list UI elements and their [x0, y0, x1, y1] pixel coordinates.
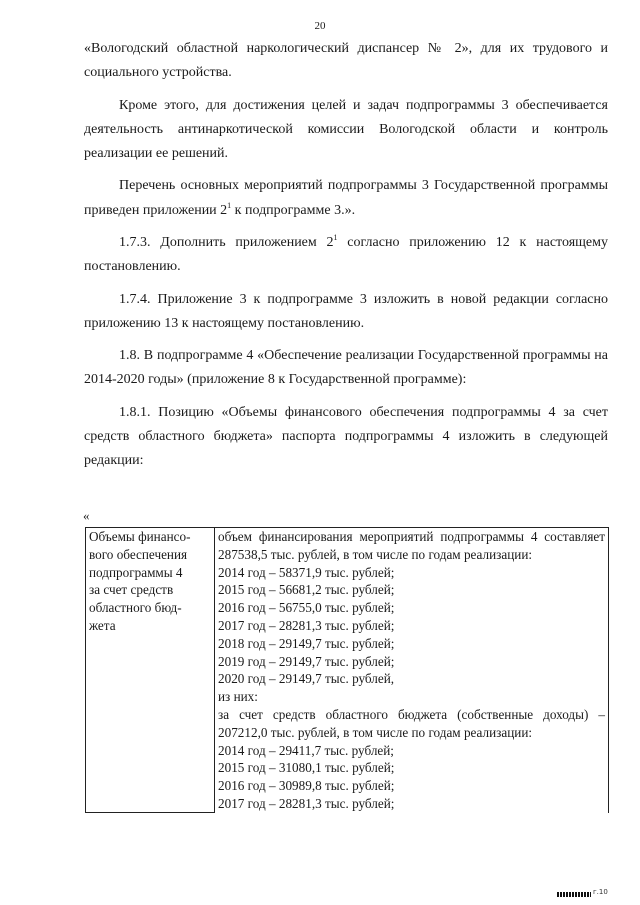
- own-income-year-line: 2014 год – 29411,7 тыс. рублей;: [218, 742, 394, 758]
- barcode-mark: [557, 892, 591, 897]
- paragraph-text: согласно приложению 12 к настоящему постановлению.: [84, 234, 608, 275]
- funding-year-line: 2018 год – 29149,7 тыс. рублей;: [218, 635, 395, 651]
- position-name-line: Объемы финансо-: [89, 529, 191, 544]
- body-text: [84, 37, 608, 482]
- paragraph-1-7-3: [84, 231, 608, 279]
- paragraph-anti-drug-commission: Кроме этого, для достижения целей и задач подпрограммы 3 обеспечивается деятельность антинаркотической комиссии Вологодской области и контроль реализации ее решений.: [84, 97, 608, 161]
- funding-year-line: 2020 год – 29149,7 тыс. рублей,: [218, 671, 395, 687]
- opening-quote-mark: «: [83, 508, 90, 523]
- position-name-line: за счет средств: [89, 582, 174, 598]
- paragraph-1-7-4: 1.7.4. Приложение 3 к подпрограмме 3 изложить в новой редакции согласно приложению 13 к настоящему постановлению.: [84, 291, 608, 331]
- position-name-line: подпрограммы 4: [89, 564, 183, 580]
- paragraph-1-8: 1.8. В подпрограмме 4 «Обеспечение реализации Государственной программы на 2014-2020 годы» (приложение 8 к Государственной программе):: [84, 348, 608, 388]
- position-name-cell: [86, 528, 215, 813]
- funding-value-cell: [215, 528, 609, 813]
- position-name-line: областного бюд-: [89, 600, 182, 616]
- funding-year-line: 2015 год – 56681,2 тыс. рублей;: [218, 582, 395, 598]
- paragraph-continuation: «Вологодский областной наркологический диспансер № 2», для их трудового и социального устройства.: [84, 41, 608, 81]
- table-row: [86, 528, 609, 813]
- own-income-year-line: 2017 год – 28281,3 тыс. рублей;: [218, 795, 395, 811]
- of-them-label: из них:: [218, 689, 258, 705]
- funding-year-line: 2014 год – 58371,9 тыс. рублей;: [218, 564, 395, 580]
- own-income-year-line: 2016 год – 30989,8 тыс. рублей;: [218, 778, 395, 794]
- funding-intro: объем финансирования мероприятий подпрограммы 4 составляет 287538,5 тыс. рублей, в том числе по годам реализации:: [218, 529, 605, 562]
- paragraph-text: 1.7.3. Дополнить приложением 2: [119, 234, 334, 250]
- paragraph-activities-list: [84, 174, 608, 222]
- own-income-intro: за счет средств областного бюджета (собственные доходы) – 207212,0 тыс. рублей, в том числе по годам реализации:: [218, 706, 605, 740]
- funding-year-line: 2019 год – 29149,7 тыс. рублей;: [218, 653, 395, 669]
- own-income-year-line: 2015 год – 31080,1 тыс. рублей;: [218, 760, 395, 776]
- superscript: 1: [227, 200, 232, 210]
- position-name-line: жета: [89, 617, 116, 633]
- funding-table: [85, 527, 609, 813]
- page-number: 20: [314, 20, 326, 32]
- paragraph-text: Перечень основных мероприятий подпрограммы 3 Государственной программы приведен приложении 2: [84, 178, 608, 218]
- superscript: 1: [333, 232, 338, 242]
- paragraph-text: к подпрограмме 3.».: [231, 202, 356, 218]
- footer-code: г.10: [593, 888, 608, 896]
- funding-year-line: 2017 год – 28281,3 тыс. рублей;: [218, 617, 395, 633]
- position-name-line: вого обеспечения: [89, 546, 188, 562]
- funding-year-line: 2016 год – 56755,0 тыс. рублей;: [218, 600, 395, 616]
- paragraph-1-8-1: 1.8.1. Позицию «Объемы финансового обеспечения подпрограммы 4 за счет средств областного бюджета» паспорта подпрограммы 4 изложить в следующей редакции:: [84, 404, 608, 469]
